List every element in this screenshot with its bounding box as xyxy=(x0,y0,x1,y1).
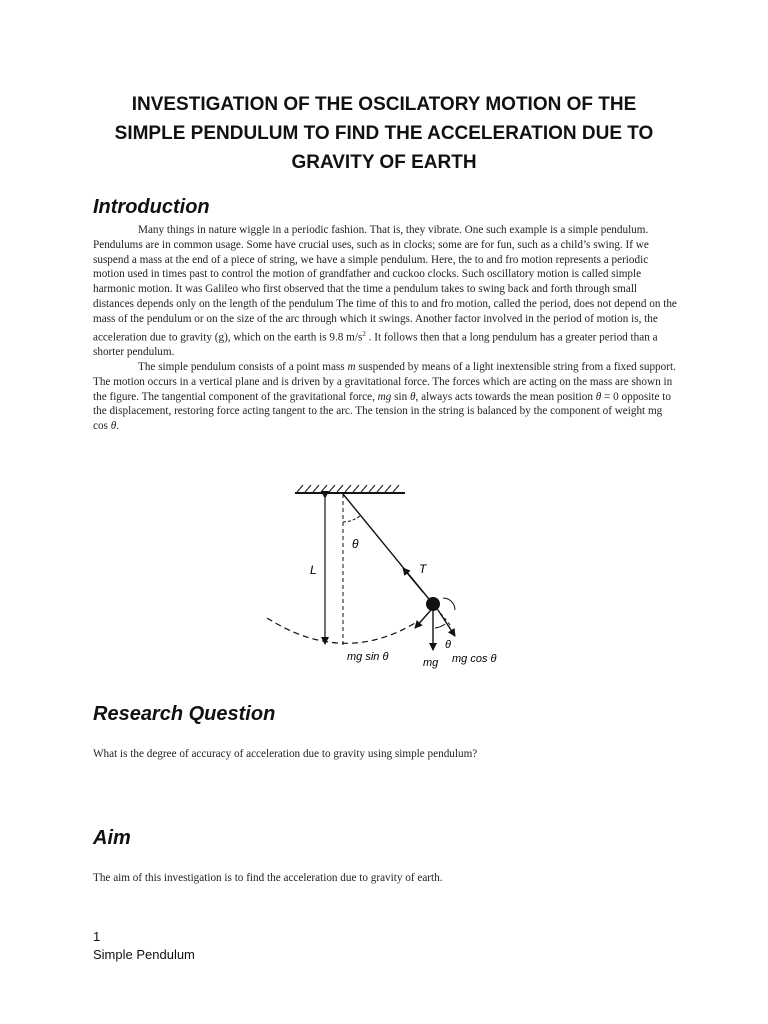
footer-page-number: 1 xyxy=(93,929,101,944)
introduction-heading: Introduction xyxy=(93,196,210,218)
footer-document-title: Simple Pendulum xyxy=(93,947,195,962)
aim-heading: Aim xyxy=(93,827,131,849)
page-title: INVESTIGATION OF THE OSCILATORY MOTION OF THE SIMPLE PENDULUM TO FIND THE ACCELERATION DUE TO GRAVITY OF EARTH xyxy=(114,94,654,173)
introduction-paragraph-1: Many things in nature wiggle in a periodic fashion. That is, they vibrate. One such example is a simple pendulum. Pendulums are in common usage. Some have crucial uses, such as in clocks; some are for fun, such as a child’s swing. If we suspend a mass at the end of a piece of string, we have a simple pendulum. Here, the to and fro motion represents a periodic motion used in times past to control the motion of grandfather and cuckoo clocks. Such oscillatory motion is called simple harmonic motion. It was Galileo who first observed that the time a pendulum takes to swing back and forth through small distances depends only on the length of the pendulum The time of this to and fro motion, called the period, does not depend on the mass of the pendulum or on the size of the arc through which it swings. Another factor involved in the period of motion is, the acceleration due to gravity (g), which on the earth is 9.8 $m/s^2$ . It follows then that a long pendulum has a greater period than a shorter pendulum. xyxy=(93,224,677,359)
aim-text: The aim of this investigation is to find the acceleration due to gravity of earth. xyxy=(93,872,443,884)
pendulum-diagram xyxy=(255,478,525,678)
mg-sin-label: mg sin θ xyxy=(347,651,389,663)
swing-arc xyxy=(267,618,415,643)
research-question-heading: Research Question xyxy=(93,703,276,725)
introduction-paragraph-2: The simple pendulum consists of a point mass m suspended by means of a light inextensible string from a fixed support. The motion occurs in a vertical plane and is driven by a gravitational force. The forces which are acting on the mass are shown in the figure. The tangential component of the gravitational force, mg sin θ, always acts towards the mean position θ = 0 opposite to the displacement, restoring force acting tangent to the arc. The tension in the string is balanced by the component of weight mg cos θ. xyxy=(93,360,676,433)
introduction-body xyxy=(93,223,678,434)
theta-arc-bottom xyxy=(435,624,445,628)
ceiling-hatching xyxy=(297,485,399,492)
mg-cos-arrow xyxy=(438,610,455,636)
length-label: L xyxy=(310,563,317,577)
theta-label-bottom: θ xyxy=(445,639,451,651)
mg-sin-arrow xyxy=(415,610,431,628)
theta-label-top: θ xyxy=(352,537,359,551)
tension-label: T xyxy=(419,562,427,576)
research-question-text: What is the degree of accuracy of acceleration due to gravity using simple pendulum? xyxy=(93,748,478,760)
mg-label: mg xyxy=(423,657,439,669)
rotation-hint-arc xyxy=(443,598,455,610)
mg-cos-label: mg cos θ xyxy=(452,653,497,665)
theta-arc-top xyxy=(343,515,361,522)
